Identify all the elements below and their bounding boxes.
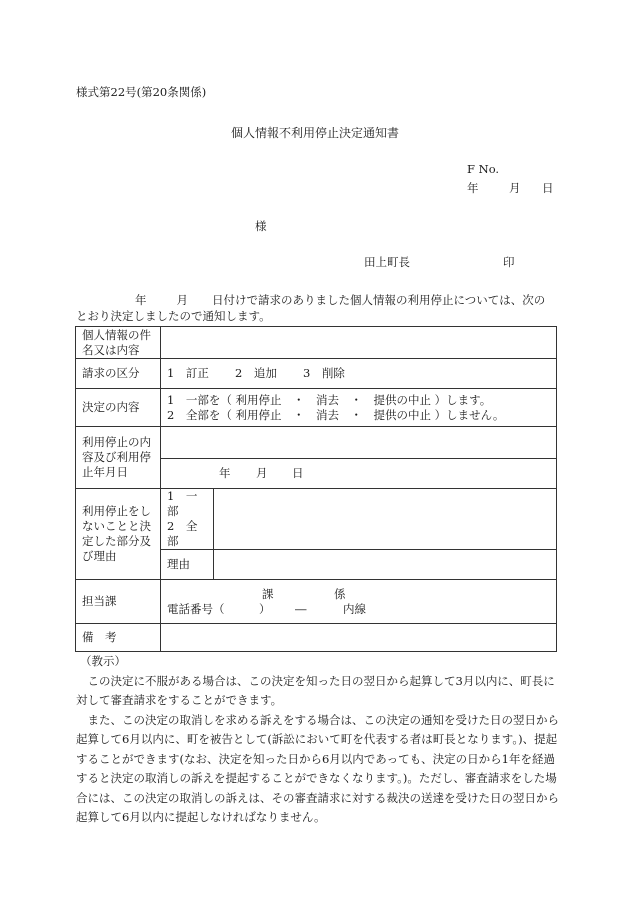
notes-label: 備 考 <box>76 624 161 652</box>
stop-date-year: 年 <box>219 466 231 480</box>
partial-options <box>161 489 214 550</box>
intro-year: 年 <box>135 293 147 307</box>
notice-heading: （教示） <box>80 654 126 668</box>
department-unit: 係 <box>334 586 346 601</box>
form-number: 様式第22号(第20条関係) <box>76 85 207 99</box>
decision-line-1: 1 一部を（ 利用停止 ・ 消去 ・ 提供の中止 ）します。 <box>167 392 492 407</box>
decision-value <box>161 389 557 427</box>
issue-date-day: 日 <box>542 181 554 195</box>
department-value <box>161 580 557 624</box>
stop-date-value <box>161 459 557 489</box>
subject-value <box>161 327 557 359</box>
row-notes <box>76 624 557 652</box>
issue-date <box>467 180 554 196</box>
notice-paragraph-1: この決定に不服がある場合は、この決定を知った日の翌日から起算して3月以内に、町長に対して審査請求をすることができます。 <box>76 673 555 707</box>
intro-line2: とおり決定しましたので通知します。 <box>76 309 271 323</box>
seal-mark: 印 <box>503 255 515 269</box>
department-label: 担当課 <box>76 580 161 624</box>
issue-date-month: 月 <box>509 181 521 195</box>
appeal-notice <box>76 652 562 828</box>
row-subject <box>76 327 557 359</box>
reason-value <box>214 550 557 580</box>
document-title: 個人情報不利用停止決定通知書 <box>230 126 399 140</box>
reason-label: 理由 <box>161 550 214 580</box>
request-option-deletion: 3 削除 <box>303 366 345 380</box>
request-type-label: 請求の区分 <box>76 359 161 389</box>
row-stop-content <box>76 427 557 459</box>
phone-dash: ― <box>295 601 307 616</box>
stop-date-month: 月 <box>256 466 268 480</box>
request-option-correction: 1 訂正 <box>167 366 209 380</box>
extension-label: 内線 <box>343 601 366 616</box>
decision-label: 決定の内容 <box>76 389 161 427</box>
sender-title: 田上町長 <box>364 255 410 269</box>
request-type-options <box>161 359 557 389</box>
request-option-addition: 2 追加 <box>235 366 277 380</box>
row-department <box>76 580 557 624</box>
issue-date-year: 年 <box>467 181 479 195</box>
notice-paragraph-2: また、この決定の取消しを求める訴えをする場合は、この決定の通知を受けた日の翌日から起算して6月以内に、町を被告として(訴訟において町を代表する者は町長となります。)、提起することができます(なお、決定を知った日から6月以内であっても、決定の日から1年を経過すると決定の取消しの訴えを提起することができなくなります。)。ただし、審査請求をした場合には、この決定の取消しの訴えは、その審査請求に対する裁決の送達を受けた日の翌日から起算して6月以内に提起しなければなりません。 <box>76 712 559 824</box>
row-request-type <box>76 359 557 389</box>
notes-value <box>161 624 557 652</box>
stop-label: 利用停止の内容及び利用停止年月日 <box>76 427 161 489</box>
intro-text <box>76 292 566 324</box>
partial-option-part: 1 一部 <box>167 489 198 518</box>
intro-month: 月 <box>176 293 188 307</box>
partial-scope-value <box>214 489 557 550</box>
department-section: 課 <box>262 586 274 601</box>
partial-label: 利用停止をしないことと決定した部分及び理由 <box>76 489 161 580</box>
partial-option-all: 2 全部 <box>167 519 198 548</box>
decision-line-2: 2 全部を（ 利用停止 ・ 消去 ・ 提供の中止 ）しません。 <box>167 407 505 422</box>
intro-line1: 日付けで請求のありました個人情報の利用停止については、次の <box>212 293 546 307</box>
stop-content-value <box>161 427 557 459</box>
row-partial-scope <box>76 489 557 550</box>
stop-date-day: 日 <box>292 466 304 480</box>
decision-form-table <box>75 326 557 652</box>
reference-number-label: F No. <box>467 162 500 176</box>
subject-label: 個人情報の件名又は内容 <box>76 327 161 359</box>
row-decision <box>76 389 557 427</box>
phone-label: 電話番号（ ） <box>167 601 271 616</box>
addressee-suffix: 様 <box>255 219 267 233</box>
